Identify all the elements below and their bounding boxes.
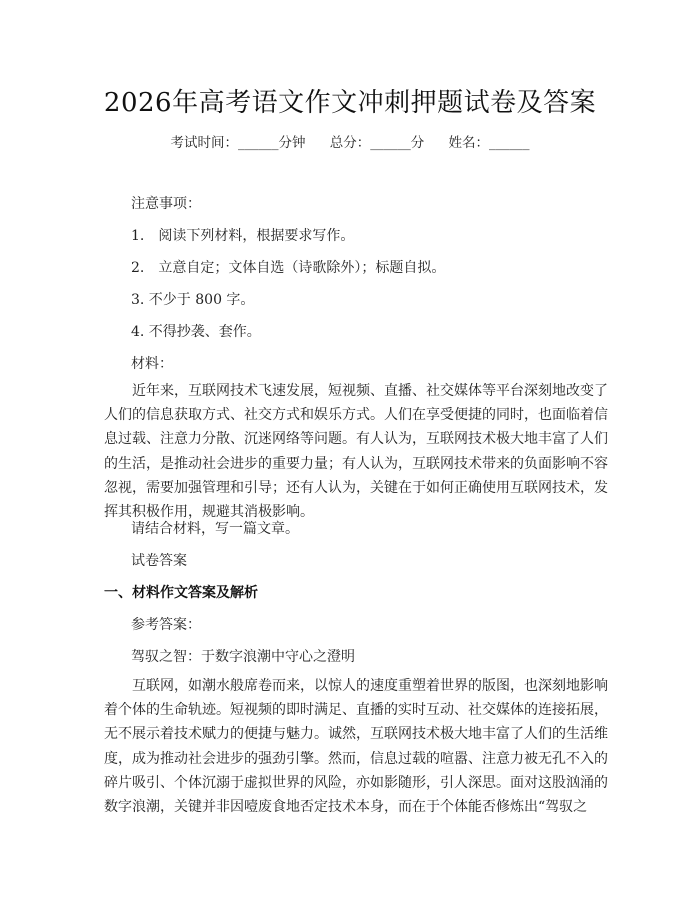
total-score-field: 总分：______分 bbox=[329, 135, 425, 151]
notice-heading: 注意事项： bbox=[131, 196, 201, 212]
material-line: 近年来，互联网技术飞速发展，短视频、直播、社交媒体等平台深刻地改变了 bbox=[104, 383, 608, 399]
essay-line: 碎片吸引、个体沉溺于虚拟世界的风险，亦如影随形，引人深思。面对这股汹涌的 bbox=[104, 774, 608, 791]
exam-info-bar bbox=[0, 131, 700, 151]
essay-title: 驾驭之智：于数字浪潮中守心之澄明 bbox=[131, 649, 355, 665]
answer-heading: 试卷答案 bbox=[131, 553, 187, 569]
material-line: 人们的信息获取方式、社交方式和娱乐方式。人们在享受便捷的同时，也面临着信 bbox=[104, 407, 608, 424]
section-one-heading: 一、材料作文答案及解析 bbox=[104, 585, 258, 601]
essay-line: 着个体的生命轨迹。短视频的即时满足、直播的实时互动、社交媒体的连接拓展， bbox=[104, 702, 608, 719]
material-line: 的生活，是推动社会进步的重要力量；有人认为，互联网技术带来的负面影响不容 bbox=[104, 455, 608, 472]
notice-item-1: 1. 阅读下列材料，根据要求写作。 bbox=[131, 228, 355, 244]
material-line: 息过载、注意力分散、沉迷网络等问题。有人认为，互联网技术极大地丰富了人们 bbox=[104, 431, 608, 448]
essay-paragraph bbox=[104, 674, 608, 819]
notice-item-2: 2. 立意自定；文体自选（诗歌除外）；标题自拟。 bbox=[131, 260, 446, 276]
essay-line: 互联网，如潮水般席卷而来，以惊人的速度重塑着世界的版图，也深刻地影响 bbox=[104, 678, 608, 694]
essay-line: 度，成为推动社会进步的强劲引擎。然而，信息过载的喧嚣、注意力被无孔不入的 bbox=[104, 750, 608, 767]
notice-item-4: 4. 不得抄袭、套作。 bbox=[131, 324, 261, 340]
notice-item-3: 3. 不少于 800 字。 bbox=[131, 292, 255, 308]
material-line: 挥其积极作用，规避其消极影响。 bbox=[104, 503, 314, 520]
exam-time-field: 考试时间：______分钟 bbox=[170, 135, 306, 151]
document-title: 2026年高考语文作文冲刺押题试卷及答案 bbox=[103, 88, 597, 118]
reference-answer-label: 参考答案： bbox=[131, 617, 201, 633]
material-line: 忽视，需要加强管理和引导；还有人认为，关键在于如何正确使用互联网技术，发 bbox=[104, 479, 608, 496]
student-name-field: 姓名：______ bbox=[448, 135, 530, 151]
material-heading: 材料： bbox=[131, 356, 173, 372]
essay-line: 数字浪潮，关键并非因噎废食地否定技术本身，而在于个体能否修炼出“驾驭之 bbox=[104, 798, 588, 815]
essay-line: 无不展示着技术赋力的便捷与魅力。诚然，互联网技术极大地丰富了人们的生活维 bbox=[104, 726, 608, 743]
material-paragraph bbox=[104, 379, 608, 524]
writing-instruction: 请结合材料，写一篇文章。 bbox=[131, 521, 299, 537]
